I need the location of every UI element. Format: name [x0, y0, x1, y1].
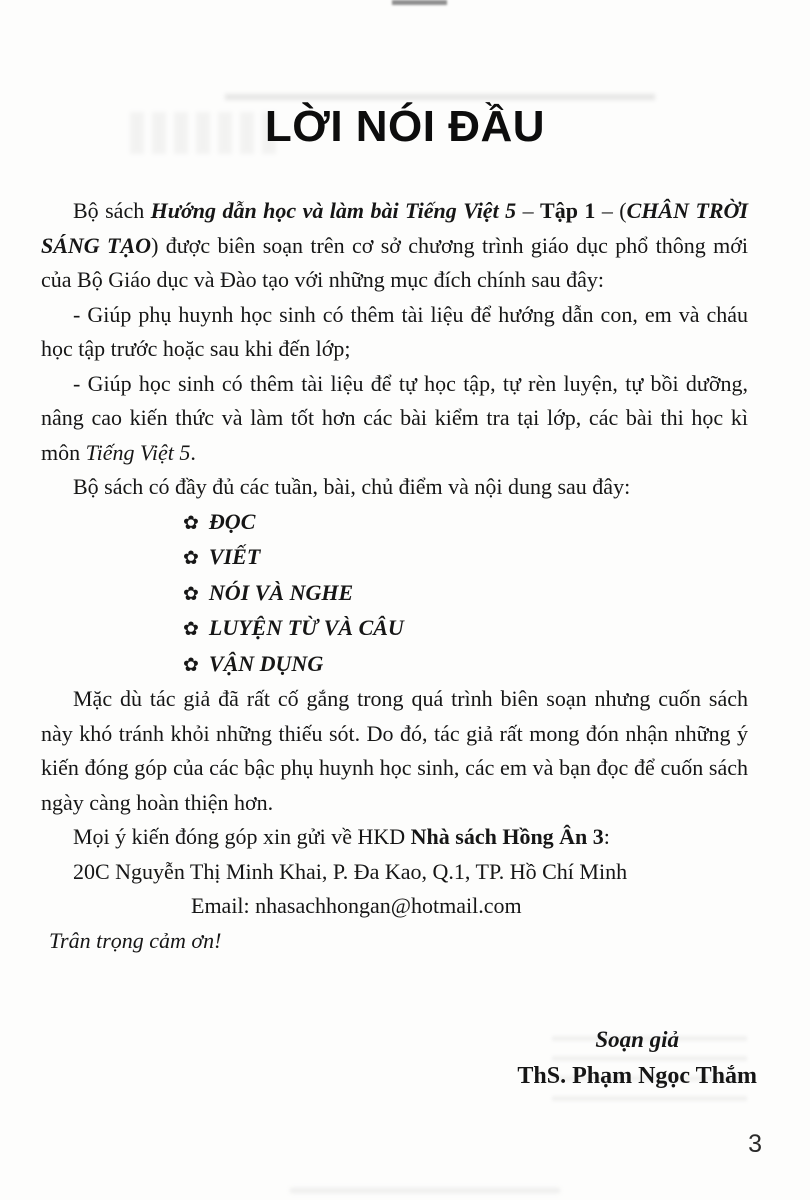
page-number: 3	[748, 1130, 762, 1158]
paragraph-purpose-students	[41, 367, 748, 471]
period: .	[190, 439, 196, 465]
author-name: ThS. Phạm Ngọc Thắm	[517, 1063, 757, 1089]
list-item-label: VẬN DỤNG	[208, 650, 324, 676]
list-item-label: LUYỆN TỪ VÀ CÂU	[208, 615, 404, 640]
body-text	[41, 194, 748, 958]
scan-artifact-faint-line	[225, 94, 655, 100]
list-item	[183, 540, 748, 576]
paragraph-apology: Mặc dù tác giả đã rất cố gắng trong quá trình biên soạn nhưng cuốn sách này khó tránh khỏi những thiếu sót. Do đó, tác giả rất mong đón nhận những ý kiến đóng góp của các bậc phụ huynh học sinh, các em và bạn đọc để cuốn sách ngày càng hoàn thiện hơn.	[41, 686, 748, 815]
flower-bullet-icon: ✿	[183, 511, 199, 534]
closing-thanks: Trân trọng cảm ơn!	[49, 927, 222, 953]
list-item-label: NÓI VÀ NGHE	[208, 579, 354, 605]
intro-text: Bộ sách	[73, 198, 151, 223]
list-item	[183, 505, 748, 541]
scan-artifact-top-smudge	[392, 0, 447, 5]
flower-bullet-icon: ✿	[183, 653, 199, 676]
intro-continuation: ) được biên soạn trên cơ sở chương trình giáo dục phổ thông mới của Bộ Giáo dục và Đào tạo với những mục đích chính sau đây:	[41, 232, 748, 292]
dash: –	[516, 198, 541, 223]
dash-paren: – (	[595, 198, 627, 223]
scan-artifact-bottom-smudge	[290, 1188, 560, 1193]
bookstore-address: 20C Nguyễn Thị Minh Khai, P. Đa Kao, Q.1, TP. Hồ Chí Minh	[73, 858, 628, 884]
subject-name: Tiếng Việt 5	[85, 439, 191, 465]
list-item	[183, 611, 748, 647]
flower-bullet-icon: ✿	[183, 582, 199, 605]
purpose-text: - Giúp học sinh có thêm tài liệu để tự học tập, tự rèn luyện, tự bồi dưỡng, nâng cao kiến thức và làm tốt hơn các bài kiểm tra tại lớp, các bài thi học kì môn	[41, 370, 748, 465]
contents-list	[41, 505, 748, 683]
list-item-label: VIẾT	[208, 544, 261, 569]
bookstore-name: Nhà sách Hồng Ân 3	[410, 824, 604, 849]
volume-label: Tập 1	[540, 198, 596, 223]
curriculum-name: CHÂN TRỜI SÁNG TẠO	[41, 198, 748, 258]
paragraph-intro	[41, 194, 748, 298]
signature-block	[517, 1022, 757, 1095]
book-series-title: Hướng dẫn học và làm bài Tiếng Việt 5	[150, 198, 517, 223]
colon: :	[603, 824, 610, 849]
bookstore-email: Email: nhasachhongan@hotmail.com	[191, 893, 522, 918]
feedback-text: Mọi ý kiến đóng góp xin gửi về HKD	[73, 824, 411, 849]
paragraph-contents-intro: Bộ sách có đầy đủ các tuần, bài, chủ điểm và nội dung sau đây:	[73, 474, 631, 499]
flower-bullet-icon: ✿	[183, 618, 199, 640]
flower-bullet-icon: ✿	[183, 547, 199, 569]
page-title: LỜI NÓI ĐẦU	[264, 102, 546, 151]
author-role: Soạn giả	[595, 1027, 680, 1052]
paragraph-purpose-parents: - Giúp phụ huynh học sinh có thêm tài liệu để hướng dẫn con, em và cháu học tập trước hoặc sau khi đến lớp;	[41, 301, 748, 361]
paragraph-feedback	[41, 820, 748, 855]
list-item	[183, 647, 748, 683]
list-item-label: ĐỌC	[208, 508, 256, 534]
list-item	[183, 576, 748, 612]
